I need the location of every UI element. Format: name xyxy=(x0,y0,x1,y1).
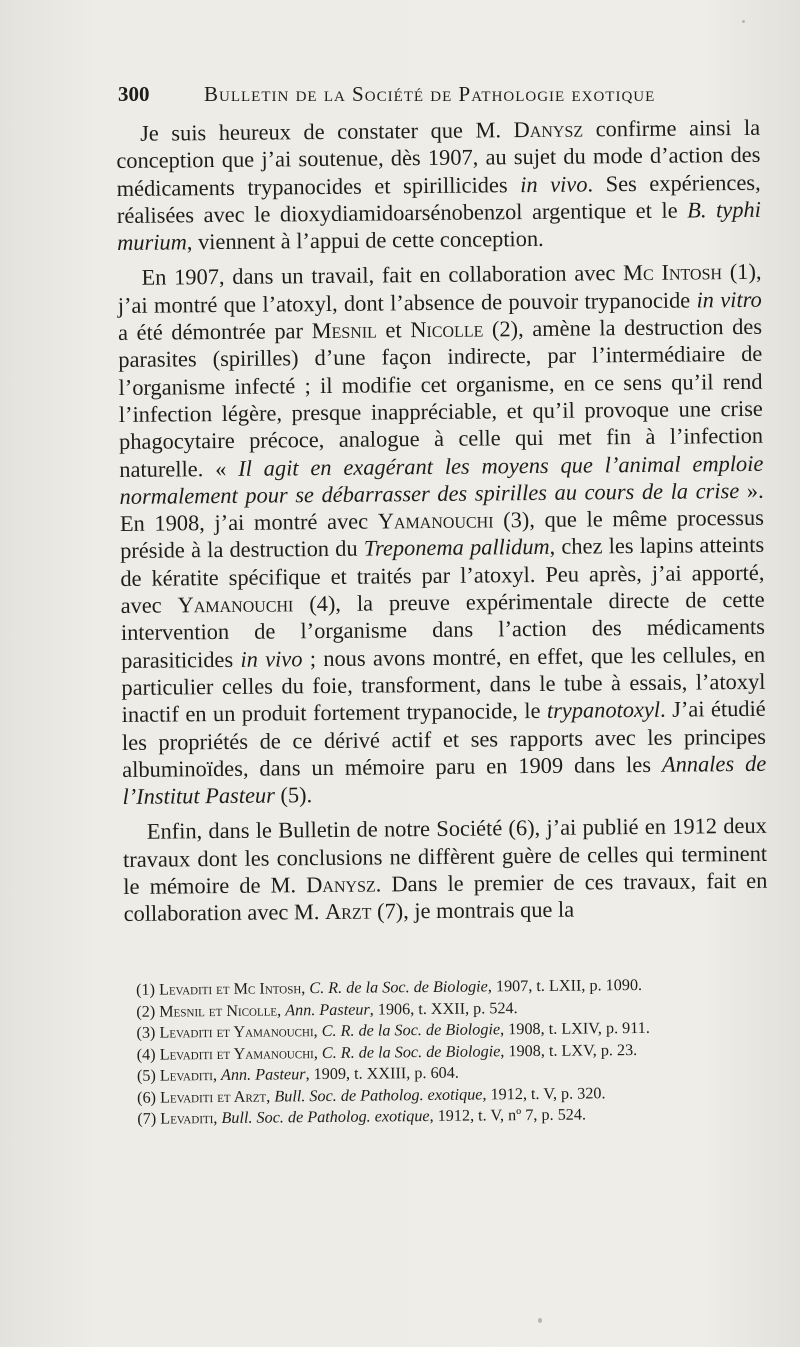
body-text xyxy=(116,114,768,928)
footnote-journal: Ann. Pasteur xyxy=(220,1065,306,1084)
running-title: Bulletin de la Société de Pathologie exotique xyxy=(204,82,656,106)
footnote-separator: , xyxy=(266,1086,275,1106)
italic-term: in vivo xyxy=(240,645,303,672)
footnote-separator: , xyxy=(313,1022,322,1041)
italic-quote: Il agit en exagérant les moyens que l’animal emploie normalement pour se débarrasser des spirilles au cours de la crise xyxy=(119,450,764,509)
text-run: (5). xyxy=(274,782,313,808)
text-run: . J’ai étudié les propriétés de ce dérivé actif et ses rapports avec les principes albuminoïdes, dans un mémoire paru en 1909 dans les xyxy=(121,696,767,782)
footnote-reference: , 1907, t. LXII, p. 1090. xyxy=(487,975,643,996)
author-name: Nicolle xyxy=(410,316,484,343)
text-run: confirme ainsi la conception que j’ai soutenue, dès 1907, au sujet du mode d’action des médicaments trypanocides et spirillicides xyxy=(116,114,761,201)
text-run: et xyxy=(376,317,411,343)
paragraph-1 xyxy=(116,114,761,257)
footnote-separator: , xyxy=(301,979,310,998)
footnote-number: (6) xyxy=(137,1088,161,1107)
footnote-number: (4) xyxy=(136,1045,160,1064)
footnote-number: (2) xyxy=(136,1002,160,1021)
text-run: (4), la preuve expérimentale directe de cette intervention de l’organisme dans l’action des médicaments parasiticides xyxy=(120,586,766,673)
footnote-authors: Levaditi et Arzt xyxy=(159,1087,267,1107)
footnote-separator: , xyxy=(313,1043,322,1062)
italic-term: in vitro xyxy=(696,286,762,313)
footnote-authors: Levaditi et Yamanouchi xyxy=(159,1043,314,1064)
italic-term: in vivo xyxy=(520,171,588,197)
footnote-reference: , 1912, t. V, p. 320. xyxy=(482,1083,606,1103)
page-number: 300 xyxy=(118,82,150,106)
footnote-reference: , 1906, t. XXII, p. 524. xyxy=(369,998,518,1019)
author-name: Yamanouchi xyxy=(177,591,294,618)
italic-term: Treponema pallidum xyxy=(363,534,550,562)
author-name: Arzt xyxy=(324,898,372,925)
footnote-reference: , 1912, t. V, nº 7, p. 524. xyxy=(429,1105,587,1125)
author-name: Mesnil xyxy=(311,317,377,344)
scan-speck xyxy=(742,20,745,23)
footnote-journal: Bull. Soc. de Patholog. exotique xyxy=(221,1106,430,1127)
text-run: ; nous avons montré, en effet, que les cellules, en particulier celles du foie, transforment, dans le tube à essais, l’atoxyl inactif en un produit fortement trypanocide, le xyxy=(121,641,766,728)
italic-term: Annales de l’Institut Pasteur xyxy=(122,750,767,810)
text-run: (3), que le même processus préside à la destruction du xyxy=(120,504,764,564)
footnote-journal: C. R. de la Soc. de Biologie xyxy=(321,1020,501,1041)
text-run: . Dans le premier de ces travaux, fait en collaboration avec M. xyxy=(123,867,768,927)
footnote-authors: Levaditi et Mc Intosh xyxy=(158,979,302,999)
footnote-number: (7) xyxy=(137,1109,161,1128)
footnote-journal: Bull. Soc. de Patholog. exotique xyxy=(274,1084,483,1105)
footnote-journal: Ann. Pasteur xyxy=(285,1000,370,1019)
footnote-number: (5) xyxy=(136,1066,160,1085)
page-header xyxy=(118,82,708,112)
text-run: (7), je montrais que la xyxy=(371,896,575,924)
paragraph-2 xyxy=(117,258,766,810)
footnotes xyxy=(116,974,763,1131)
scan-speck xyxy=(538,1318,542,1323)
footnote-reference: , 1908, t. LXIV, p. 911. xyxy=(500,1018,650,1039)
footnote-reference: , 1908, t. LXV, p. 23. xyxy=(500,1040,638,1060)
text-run: . Ses expériences, réalisées avec le dioxydiamidoarsénobenzol argentique et le xyxy=(116,169,761,228)
text-run: Enfin, dans le Bulletin de notre Société (6), j’ai publié en 1912 deux travaux dont les conclusions ne diffèrent guère de celles qui terminent le mémoire de M. xyxy=(122,813,768,899)
footnote-separator: , xyxy=(277,1000,286,1019)
text-run: a été démontrée par xyxy=(117,318,312,346)
footnote-number: (1) xyxy=(136,980,160,999)
paragraph-3 xyxy=(123,812,768,927)
text-run: ». En 1908, j’ai montré avec xyxy=(119,477,764,537)
italic-term: B. typhi murium xyxy=(117,196,762,256)
footnote-separator: , xyxy=(213,1108,222,1128)
footnote-number: (3) xyxy=(136,1023,160,1042)
footnote-journal: C. R. de la Soc. de Biologie xyxy=(309,977,488,998)
footnote-authors: Levaditi et Yamanouchi xyxy=(159,1022,314,1042)
footnote-authors: Mesnil et Nicolle xyxy=(159,1000,278,1021)
text-run: (1), j’ai montré que l’atoxyl, dont l’absence de pouvoir trypanocide xyxy=(117,259,762,318)
author-name: Danysz xyxy=(306,871,376,898)
text-run: En 1907, dans un travail, fait en collaboration avec xyxy=(141,260,624,291)
footnote-authors: Levaditi xyxy=(160,1109,214,1128)
text-run: , viennent à l’appui de cette conception. xyxy=(186,226,544,255)
text-run: (2), amène la destruction des parasites (spirilles) d’une façon indirecte, par l’intermédiaire de l’organisme infecté ; il modifie cet organisme, en ce sens qu’il rend l’infection légère, presque inappréciable, et qu’il provoque une crise phagocytaire précoce, analogue à celle qui met fin à l’infection naturelle. « xyxy=(118,313,764,482)
author-name: Danysz xyxy=(513,116,584,143)
author-name: Mc Intosh xyxy=(622,259,723,286)
italic-term: trypanotoxyl xyxy=(546,697,661,724)
footnote-reference: , 1909, t. XXIII, p. 604. xyxy=(305,1063,459,1084)
author-name: Yamanouchi xyxy=(377,507,494,534)
footnote-authors: Levaditi xyxy=(159,1066,214,1085)
footnote-journal: C. R. de la Soc. de Biologie xyxy=(321,1041,501,1062)
text-run: Je suis heureux de constater que M. xyxy=(140,117,514,146)
footnote-separator: , xyxy=(212,1065,222,1085)
text-run: , chez les lapins atteints de kératite spécifique et traités par l’atoxyl. Peu après, j’ai apporté, avec xyxy=(120,532,765,619)
